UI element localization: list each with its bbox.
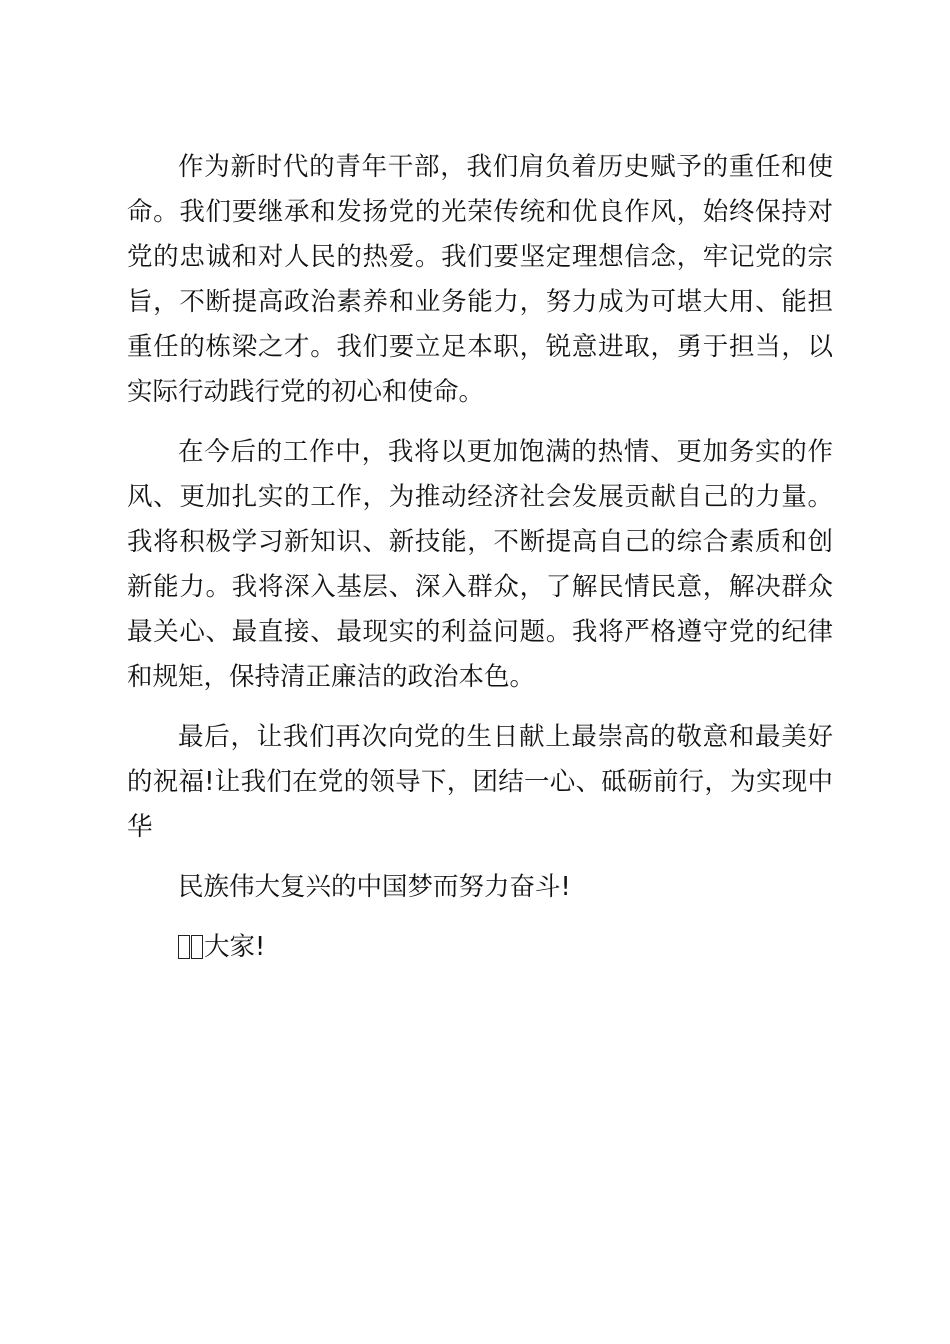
document-body [127,145,833,985]
paragraph-2: 在今后的工作中，我将以更加饱满的热情、更加务实的作风、更加扎实的工作，为推动经济社会发展贡献自己的力量。我将积极学习新知识、新技能，不断提高自己的综合素质和创新能力。我将深入基层、深入群众，了解民情民意，解决群众最关心、最直接、最现实的利益问题。我将严格遵守党的纪律和规矩，保持清正廉洁的政治本色。 [127,437,833,692]
paragraph-3: 最后，让我们再次向党的生日献上最崇高的敬意和最美好的祝福!让我们在党的领导下，团结一心、砥砺前行，为实现中华 [127,722,833,842]
paragraph-1: 作为新时代的青年干部，我们肩负着历史赋予的重任和使命。我们要继承和发扬党的光荣传统和优良作风，始终保持对党的忠诚和对人民的热爱。我们要坚定理想信念，牢记党的宗旨，不断提高政治素养和业务能力，努力成为可堪大用、能担重任的栋梁之才。我们要立足本职，锐意进取，勇于担当，以实际行动践行党的初心和使命。 [127,152,833,407]
closing-text: 大家! [204,932,266,962]
missing-glyph-icon [178,935,190,959]
paragraph-4: 民族伟大复兴的中国梦而努力奋斗! [178,872,571,902]
missing-glyph-icon [191,935,203,959]
closing-line [127,925,833,970]
